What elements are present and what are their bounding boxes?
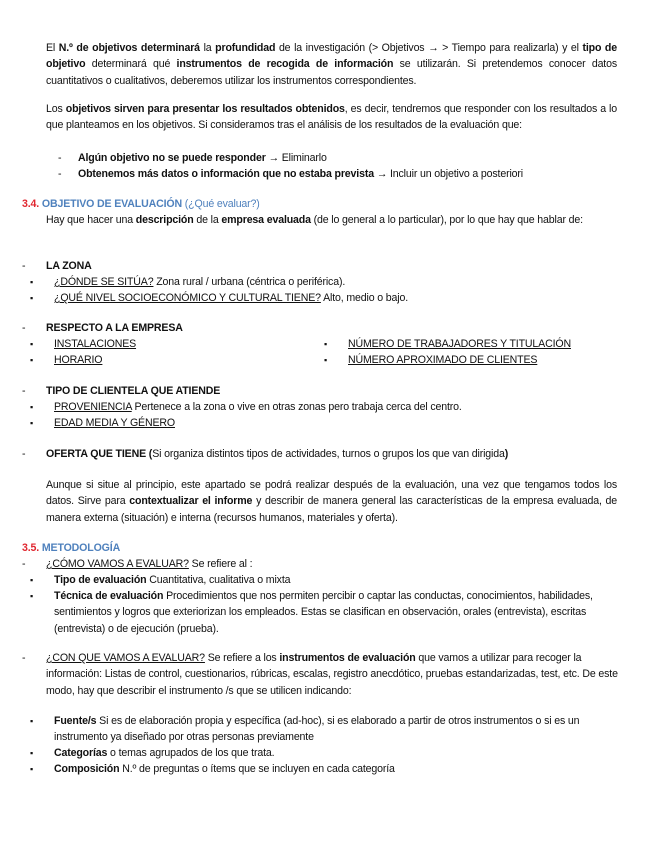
- list-item: ▪ ¿DÓNDE SE SITÚA? Zona rural / urbana (céntrica o periférica).: [30, 276, 346, 288]
- list-item: ▪ Fuente/s Si es de elaboración propia y específica (ad-hoc), si es elaborado a partir de otros instrumentos o si es un instrumento ya diseñado por otras personas previamente: [30, 715, 580, 744]
- section-3-4-closing: Aunque si situe al principio, este apartado se podrá realizar después de la evaluación, una vez que tengamos todos los datos. Sirve para contextualizar el informe y describir de manera general las características de la empresa evaluada, de manera externa (situación) e interna (recursos humanos, materiales y oferta).: [46, 479, 618, 524]
- results-paragraph: Los objetivos sirven para presentar los resultados obtenidos, es decir, tendremos que responder con los resultados a lo que planteamos en los objetivos. Si consideramos tras el análisis de los resultados de la evaluación que:: [46, 103, 618, 132]
- list-item: - Obtenemos más datos o información que no estaba prevista → Incluir un objetivo a posteriori: [58, 168, 523, 180]
- objectives-paragraph: El N.º de objetivos determinará la profundidad de la investigación (> Objetivos → > Tiempo para realizarla) y el tipo de objetivo determinará qué instrumentos de recogida de información se utilizarán. Si pretendemos conocer datos cuantitativos o cualitativos, deberemos utilizar los instrumentos correspondientes.: [46, 42, 617, 87]
- list-item: ▪ EDAD MEDIA Y GÉNERO: [30, 417, 175, 429]
- section-3-4-intro: Hay que hacer una descripción de la empresa evaluada (de lo general a lo particular), por lo que hay que hablar de:: [46, 214, 583, 226]
- section-heading-3-4: 3.4. OBJETIVO DE EVALUACIÓN (¿Qué evaluar?): [22, 198, 260, 210]
- section-heading-3-5: 3.5. METODOLOGÍA: [22, 542, 121, 554]
- list-item: ▪ Tipo de evaluación Cuantitativa, cualitativa o mixta: [30, 574, 291, 586]
- list-item: ▪ NÚMERO APROXIMADO DE CLIENTES: [324, 354, 538, 366]
- conque-label: - ¿CON QUE VAMOS A EVALUAR? Se refiere a los instrumentos de evaluación que vamos a utilizar para recoger la información: Listas de control, cuestionarios, rúbricas, escalas, registro anecdótico, pruebas estandarizadas, test, etc. De este modo, hay que describir el instrumento /s que se utilicen indicando:: [22, 652, 618, 697]
- empresa-label: - RESPECTO A LA EMPRESA: [22, 322, 183, 334]
- list-item: ▪ Composición N.º de preguntas o ítems que se incluyen en cada categoría: [30, 763, 395, 775]
- oferta-label: - OFERTA QUE TIENE (Si organiza distintos tipos de actividades, turnos o grupos los que van dirigida): [22, 448, 509, 460]
- list-item: ▪ Categorías o temas agrupados de los que trata.: [30, 747, 275, 759]
- list-item: ▪ NÚMERO DE TRABAJADORES Y TITULACIÓN: [324, 338, 571, 350]
- list-item: ▪ HORARIO: [30, 354, 103, 366]
- list-item: - Algún objetivo no se puede responder → Eliminarlo: [58, 152, 327, 164]
- list-item: ▪ ¿QUÉ NIVEL SOCIOECONÓMICO Y CULTURAL TIENE? Alto, medio o bajo.: [30, 292, 408, 304]
- zona-label: - LA ZONA: [22, 260, 92, 272]
- list-item: ▪ INSTALACIONES: [30, 338, 137, 350]
- list-item: ▪ Técnica de evaluación Procedimientos que nos permiten percibir o captar las conductas, conocimientos, habilidades, sentimientos y logros que exteriorizan los empleados. Estas se clasifican en observación, orales (entrevista), escritas (entrevista) o de ejecución (prueba).: [30, 590, 593, 635]
- como-label: - ¿CÓMO VAMOS A EVALUAR? Se refiere al :: [22, 558, 253, 570]
- list-item: ▪ PROVENIENCIA Pertenece a la zona o vive en otras zonas pero trabaja cerca del centro.: [30, 401, 462, 413]
- clientela-label: - TIPO DE CLIENTELA QUE ATIENDE: [22, 385, 221, 397]
